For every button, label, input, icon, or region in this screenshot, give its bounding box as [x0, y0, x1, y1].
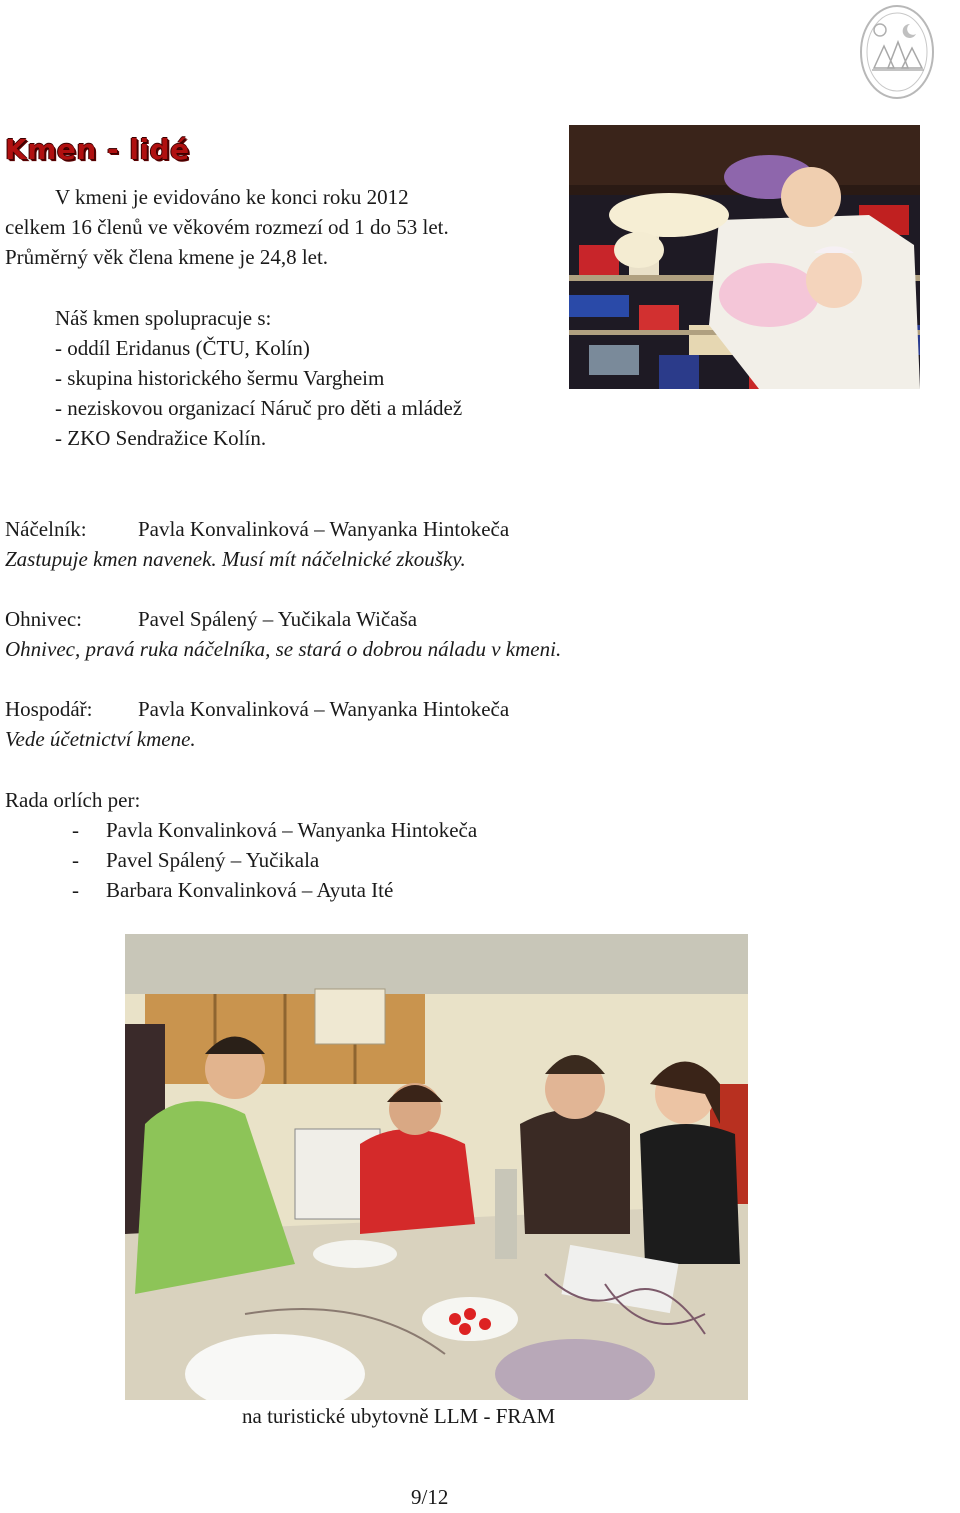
intro-line-2: celkem 16 členů ve věkovém rozmezí od 1 do 53 let. — [5, 215, 449, 239]
council-member — [72, 845, 592, 875]
group-table-photo — [125, 934, 748, 1400]
council-member-name: Pavla Konvalinková – Wanyanka Hintokeča — [106, 818, 478, 842]
cooperation-item: - oddíl Eridanus (ČTU, Kolín) — [55, 336, 310, 360]
role-label-fireman: Ohnivec: — [5, 607, 82, 631]
babies-photo — [569, 125, 920, 389]
role-note-chief: Zastupuje kmen navenek. Musí mít náčelnické zkoušky. — [5, 547, 466, 571]
list-dash: - — [72, 878, 79, 902]
role-label-chief: Náčelník: — [5, 517, 87, 541]
list-dash: - — [72, 848, 79, 872]
council-member-name: Pavel Spálený – Yučikala — [106, 848, 320, 872]
page-title: Kmen - lidé — [5, 133, 190, 166]
role-note-fireman: Ohnivec, pravá ruka náčelníka, se stará o dobrou náladu v kmeni. — [5, 637, 562, 661]
role-name-treasurer: Pavla Konvalinková – Wanyanka Hintokeča — [138, 697, 510, 721]
page-number: 9/12 — [411, 1485, 449, 1509]
list-dash: - — [72, 818, 79, 842]
council-member — [72, 875, 592, 905]
cooperation-item: - neziskovou organizací Náruč pro děti a mládež — [55, 396, 463, 420]
cooperation-item: - ZKO Sendražice Kolín. — [55, 426, 267, 450]
council-member-name: Barbara Konvalinková – Ayuta Ité — [106, 878, 394, 902]
photo-caption: na turistické ubytovně LLM - FRAM — [242, 1404, 556, 1428]
cooperation-heading: Náš kmen spolupracuje s: — [55, 306, 272, 330]
role-note-treasurer: Vede účetnictví kmene. — [5, 727, 196, 751]
tribe-emblem-icon — [858, 2, 936, 100]
council-heading: Rada orlích per: — [5, 788, 141, 812]
cooperation-item: - skupina historického šermu Vargheim — [55, 366, 385, 390]
role-name-chief: Pavla Konvalinková – Wanyanka Hintokeča — [138, 517, 510, 541]
intro-line-3: Průměrný věk člena kmene je 24,8 let. — [5, 245, 329, 269]
council-member — [72, 815, 592, 845]
role-label-treasurer: Hospodář: — [5, 697, 93, 721]
role-name-fireman: Pavel Spálený – Yučikala Wičaša — [138, 607, 418, 631]
intro-line-1: V kmeni je evidováno ke konci roku 2012 — [55, 185, 409, 209]
